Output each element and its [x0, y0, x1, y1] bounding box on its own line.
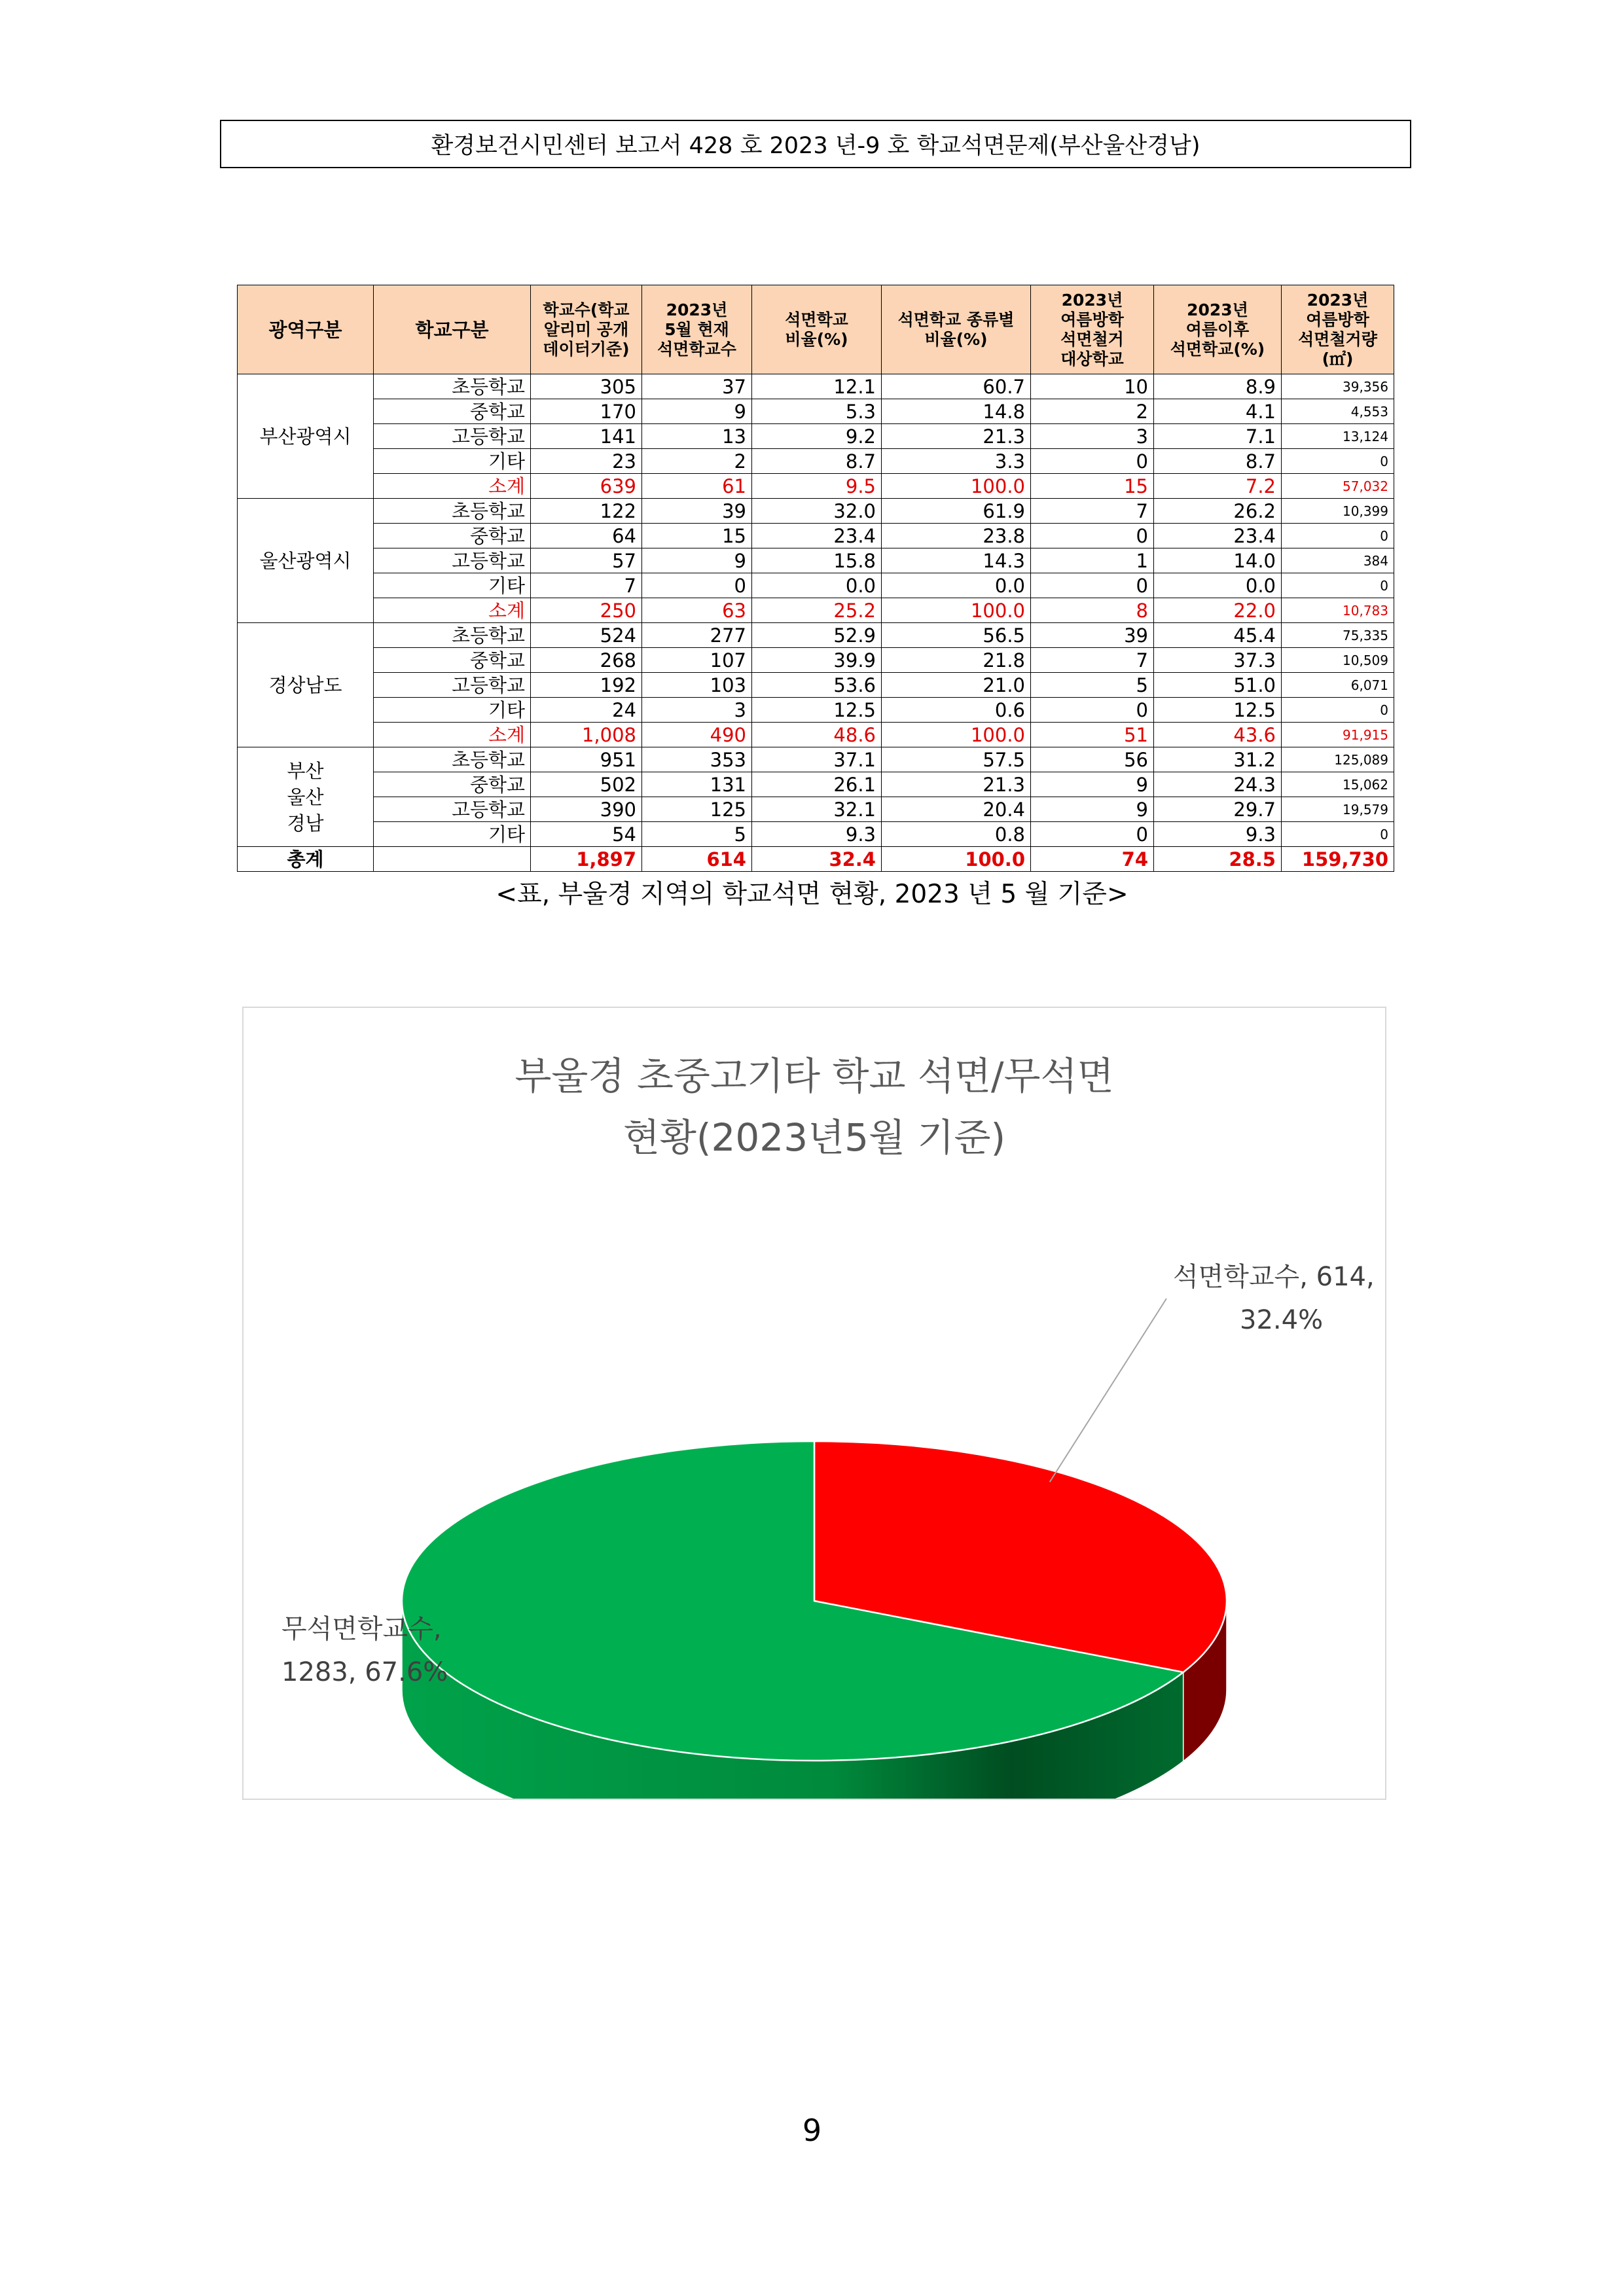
table-row — [238, 772, 1394, 797]
value-cell: 26.2 — [1154, 499, 1282, 524]
total-value-cell: 28.5 — [1154, 847, 1282, 872]
value-cell: 61 — [642, 474, 752, 499]
value-cell: 15.8 — [752, 548, 882, 573]
value-cell: 10,509 — [1282, 648, 1394, 673]
value-cell: 32.0 — [752, 499, 882, 524]
empty-cell — [374, 847, 531, 872]
value-cell: 2 — [1031, 399, 1154, 424]
value-cell: 100.0 — [882, 723, 1031, 747]
value-cell: 20.4 — [882, 797, 1031, 822]
value-cell: 0.6 — [882, 698, 1031, 723]
value-cell: 170 — [531, 399, 642, 424]
pie-chart-area — [242, 1007, 1386, 1800]
value-cell: 14.3 — [882, 548, 1031, 573]
school-type-cell: 고등학교 — [374, 424, 531, 449]
total-value-cell: 1,897 — [531, 847, 642, 872]
value-cell: 21.0 — [882, 673, 1031, 698]
table-header-cell: 2023년 5월 현재 석면학교수 — [642, 285, 752, 374]
value-cell: 57.5 — [882, 747, 1031, 772]
value-cell: 3 — [642, 698, 752, 723]
table-row — [238, 449, 1394, 474]
page-number: 9 — [802, 2113, 822, 2148]
value-cell: 39 — [642, 499, 752, 524]
value-cell: 125 — [642, 797, 752, 822]
value-cell: 37.3 — [1154, 648, 1282, 673]
value-cell: 15 — [1031, 474, 1154, 499]
subtotal-row — [238, 723, 1394, 747]
value-cell: 19,579 — [1282, 797, 1394, 822]
school-type-cell: 기타 — [374, 698, 531, 723]
value-cell: 0 — [642, 573, 752, 598]
subtotal-row — [238, 474, 1394, 499]
value-cell: 100.0 — [882, 598, 1031, 623]
value-cell: 56.5 — [882, 623, 1031, 648]
value-cell: 502 — [531, 772, 642, 797]
value-cell: 141 — [531, 424, 642, 449]
value-cell: 14.8 — [882, 399, 1031, 424]
value-cell: 53.6 — [752, 673, 882, 698]
value-cell: 353 — [642, 747, 752, 772]
region-cell: 울산광역시 — [238, 499, 374, 623]
value-cell: 0 — [1031, 698, 1154, 723]
table-header-cell: 광역구분 — [238, 285, 374, 374]
school-type-cell: 초등학교 — [374, 499, 531, 524]
table-header-cell: 학교수(학교 알리미 공개 데이터기준) — [531, 285, 642, 374]
value-cell: 51 — [1031, 723, 1154, 747]
value-cell: 48.6 — [752, 723, 882, 747]
value-cell: 5 — [1031, 673, 1154, 698]
school-type-cell: 기타 — [374, 822, 531, 847]
value-cell: 9.3 — [1154, 822, 1282, 847]
slice-label-non-asbestos-line-2: 1283, 67.6% — [281, 1657, 448, 1687]
table-row — [238, 499, 1394, 524]
value-cell: 0.0 — [1154, 573, 1282, 598]
value-cell: 7 — [1031, 499, 1154, 524]
value-cell: 9.5 — [752, 474, 882, 499]
value-cell: 13,124 — [1282, 424, 1394, 449]
value-cell: 8.9 — [1154, 374, 1282, 399]
value-cell: 3 — [1031, 424, 1154, 449]
table-row — [238, 573, 1394, 598]
total-label-cell: 총계 — [238, 847, 374, 872]
table-header-row — [238, 285, 1394, 374]
value-cell: 22.0 — [1154, 598, 1282, 623]
school-type-cell: 초등학교 — [374, 623, 531, 648]
value-cell: 0.0 — [752, 573, 882, 598]
table-row — [238, 424, 1394, 449]
report-header — [220, 120, 1411, 168]
value-cell: 268 — [531, 648, 642, 673]
value-cell: 1 — [1031, 548, 1154, 573]
value-cell: 56 — [1031, 747, 1154, 772]
table-row — [238, 673, 1394, 698]
table-row — [238, 548, 1394, 573]
table-row — [238, 374, 1394, 399]
value-cell: 0 — [1282, 449, 1394, 474]
value-cell: 60.7 — [882, 374, 1031, 399]
table-caption: <표, 부울경 지역의 학교석면 현황, 2023 년 5 월 기준> — [496, 880, 1128, 909]
value-cell: 6,071 — [1282, 673, 1394, 698]
value-cell: 43.6 — [1154, 723, 1282, 747]
slice-label-asbestos-line-2: 32.4% — [1240, 1305, 1324, 1335]
total-row — [238, 847, 1394, 872]
school-type-cell: 소계 — [374, 474, 531, 499]
value-cell: 25.2 — [752, 598, 882, 623]
region-cell: 경상남도 — [238, 623, 374, 747]
school-type-cell: 기타 — [374, 449, 531, 474]
value-cell: 277 — [642, 623, 752, 648]
total-value-cell: 100.0 — [882, 847, 1031, 872]
chart-title-line-2: 현황(2023년5월 기준) — [623, 1115, 1006, 1160]
value-cell: 0 — [1282, 524, 1394, 548]
table-header-cell: 2023년 여름방학 석면철거 대상학교 — [1031, 285, 1154, 374]
value-cell: 39 — [1031, 623, 1154, 648]
school-type-cell: 중학교 — [374, 524, 531, 548]
slice-label-asbestos — [1173, 1255, 1375, 1342]
school-type-cell: 고등학교 — [374, 673, 531, 698]
value-cell: 39.9 — [752, 648, 882, 673]
value-cell: 0 — [1031, 524, 1154, 548]
value-cell: 15 — [642, 524, 752, 548]
table-row — [238, 524, 1394, 548]
table-header-cell: 석면학교 종류별 비율(%) — [882, 285, 1031, 374]
value-cell: 4,553 — [1282, 399, 1394, 424]
table-row — [238, 399, 1394, 424]
value-cell: 250 — [531, 598, 642, 623]
school-type-cell: 소계 — [374, 598, 531, 623]
school-type-cell: 기타 — [374, 573, 531, 598]
value-cell: 23.8 — [882, 524, 1031, 548]
value-cell: 0 — [1282, 822, 1394, 847]
value-cell: 32.1 — [752, 797, 882, 822]
value-cell: 9.3 — [752, 822, 882, 847]
value-cell: 63 — [642, 598, 752, 623]
value-cell: 39,356 — [1282, 374, 1394, 399]
value-cell: 0 — [1031, 573, 1154, 598]
value-cell: 15,062 — [1282, 772, 1394, 797]
total-value-cell: 614 — [642, 847, 752, 872]
subtotal-row — [238, 598, 1394, 623]
value-cell: 91,915 — [1282, 723, 1394, 747]
value-cell: 125,089 — [1282, 747, 1394, 772]
slice-label-non-asbestos — [281, 1607, 448, 1694]
total-value-cell: 32.4 — [752, 847, 882, 872]
value-cell: 64 — [531, 524, 642, 548]
value-cell: 57,032 — [1282, 474, 1394, 499]
region-cell: 부산 울산 경남 — [238, 747, 374, 847]
value-cell: 384 — [1282, 548, 1394, 573]
value-cell: 490 — [642, 723, 752, 747]
value-cell: 9 — [642, 548, 752, 573]
value-cell: 8 — [1031, 598, 1154, 623]
value-cell: 9.2 — [752, 424, 882, 449]
value-cell: 8.7 — [1154, 449, 1282, 474]
value-cell: 9 — [642, 399, 752, 424]
value-cell: 0.8 — [882, 822, 1031, 847]
value-cell: 23.4 — [752, 524, 882, 548]
school-type-cell: 중학교 — [374, 399, 531, 424]
value-cell: 23 — [531, 449, 642, 474]
value-cell: 12.1 — [752, 374, 882, 399]
school-type-cell: 고등학교 — [374, 548, 531, 573]
value-cell: 14.0 — [1154, 548, 1282, 573]
value-cell: 24.3 — [1154, 772, 1282, 797]
value-cell: 100.0 — [882, 474, 1031, 499]
school-type-cell: 고등학교 — [374, 797, 531, 822]
value-cell: 26.1 — [752, 772, 882, 797]
value-cell: 37.1 — [752, 747, 882, 772]
school-asbestos-table-wrap — [237, 285, 1394, 872]
value-cell: 7.2 — [1154, 474, 1282, 499]
value-cell: 7 — [531, 573, 642, 598]
value-cell: 951 — [531, 747, 642, 772]
total-value-cell: 74 — [1031, 847, 1154, 872]
value-cell: 1,008 — [531, 723, 642, 747]
value-cell: 61.9 — [882, 499, 1031, 524]
value-cell: 10,399 — [1282, 499, 1394, 524]
value-cell: 9 — [1031, 772, 1154, 797]
value-cell: 37 — [642, 374, 752, 399]
value-cell: 8.7 — [752, 449, 882, 474]
value-cell: 0 — [1031, 449, 1154, 474]
value-cell: 54 — [531, 822, 642, 847]
table-row — [238, 822, 1394, 847]
value-cell: 390 — [531, 797, 642, 822]
value-cell: 21.3 — [882, 772, 1031, 797]
value-cell: 10,783 — [1282, 598, 1394, 623]
value-cell: 5.3 — [752, 399, 882, 424]
school-type-cell: 중학교 — [374, 648, 531, 673]
school-type-cell: 초등학교 — [374, 374, 531, 399]
value-cell: 31.2 — [1154, 747, 1282, 772]
chart-title-line-1: 부울경 초중고기타 학교 석면/무석면 — [514, 1054, 1114, 1098]
value-cell: 3.3 — [882, 449, 1031, 474]
value-cell: 305 — [531, 374, 642, 399]
table-header-cell: 학교구분 — [374, 285, 531, 374]
value-cell: 23.4 — [1154, 524, 1282, 548]
value-cell: 639 — [531, 474, 642, 499]
school-type-cell: 중학교 — [374, 772, 531, 797]
value-cell: 21.3 — [882, 424, 1031, 449]
value-cell: 107 — [642, 648, 752, 673]
school-asbestos-table — [237, 285, 1394, 872]
value-cell: 24 — [531, 698, 642, 723]
value-cell: 4.1 — [1154, 399, 1282, 424]
value-cell: 7 — [1031, 648, 1154, 673]
total-value-cell: 159,730 — [1282, 847, 1394, 872]
value-cell: 2 — [642, 449, 752, 474]
table-header-cell: 석면학교 비율(%) — [752, 285, 882, 374]
table-row — [238, 797, 1394, 822]
report-header-text: 환경보건시민센터 보고서 428 호 2023 년-9 호 학교석면문제(부산울산경남) — [431, 133, 1200, 159]
value-cell: 192 — [531, 673, 642, 698]
value-cell: 45.4 — [1154, 623, 1282, 648]
table-row — [238, 648, 1394, 673]
region-cell: 부산광역시 — [238, 374, 374, 499]
value-cell: 122 — [531, 499, 642, 524]
value-cell: 29.7 — [1154, 797, 1282, 822]
value-cell: 0 — [1031, 822, 1154, 847]
school-type-cell: 소계 — [374, 723, 531, 747]
value-cell: 131 — [642, 772, 752, 797]
table-header-cell: 2023년 여름이후 석면학교(%) — [1154, 285, 1282, 374]
value-cell: 12.5 — [752, 698, 882, 723]
slice-label-non-asbestos-line-1: 무석면학교수, — [281, 1614, 442, 1644]
leader-line — [1050, 1299, 1166, 1482]
school-type-cell: 초등학교 — [374, 747, 531, 772]
value-cell: 13 — [642, 424, 752, 449]
value-cell: 10 — [1031, 374, 1154, 399]
value-cell: 5 — [642, 822, 752, 847]
value-cell: 75,335 — [1282, 623, 1394, 648]
value-cell: 9 — [1031, 797, 1154, 822]
value-cell: 524 — [531, 623, 642, 648]
table-row — [238, 623, 1394, 648]
slice-label-asbestos-line-1: 석면학교수, 614, — [1173, 1262, 1375, 1292]
value-cell: 0 — [1282, 698, 1394, 723]
table-row — [238, 698, 1394, 723]
value-cell: 0.0 — [882, 573, 1031, 598]
value-cell: 0 — [1282, 573, 1394, 598]
value-cell: 12.5 — [1154, 698, 1282, 723]
value-cell: 57 — [531, 548, 642, 573]
value-cell: 21.8 — [882, 648, 1031, 673]
value-cell: 7.1 — [1154, 424, 1282, 449]
table-row — [238, 747, 1394, 772]
value-cell: 52.9 — [752, 623, 882, 648]
value-cell: 103 — [642, 673, 752, 698]
value-cell: 51.0 — [1154, 673, 1282, 698]
table-header-cell: 2023년 여름방학 석면철거량 (㎡) — [1282, 285, 1394, 374]
